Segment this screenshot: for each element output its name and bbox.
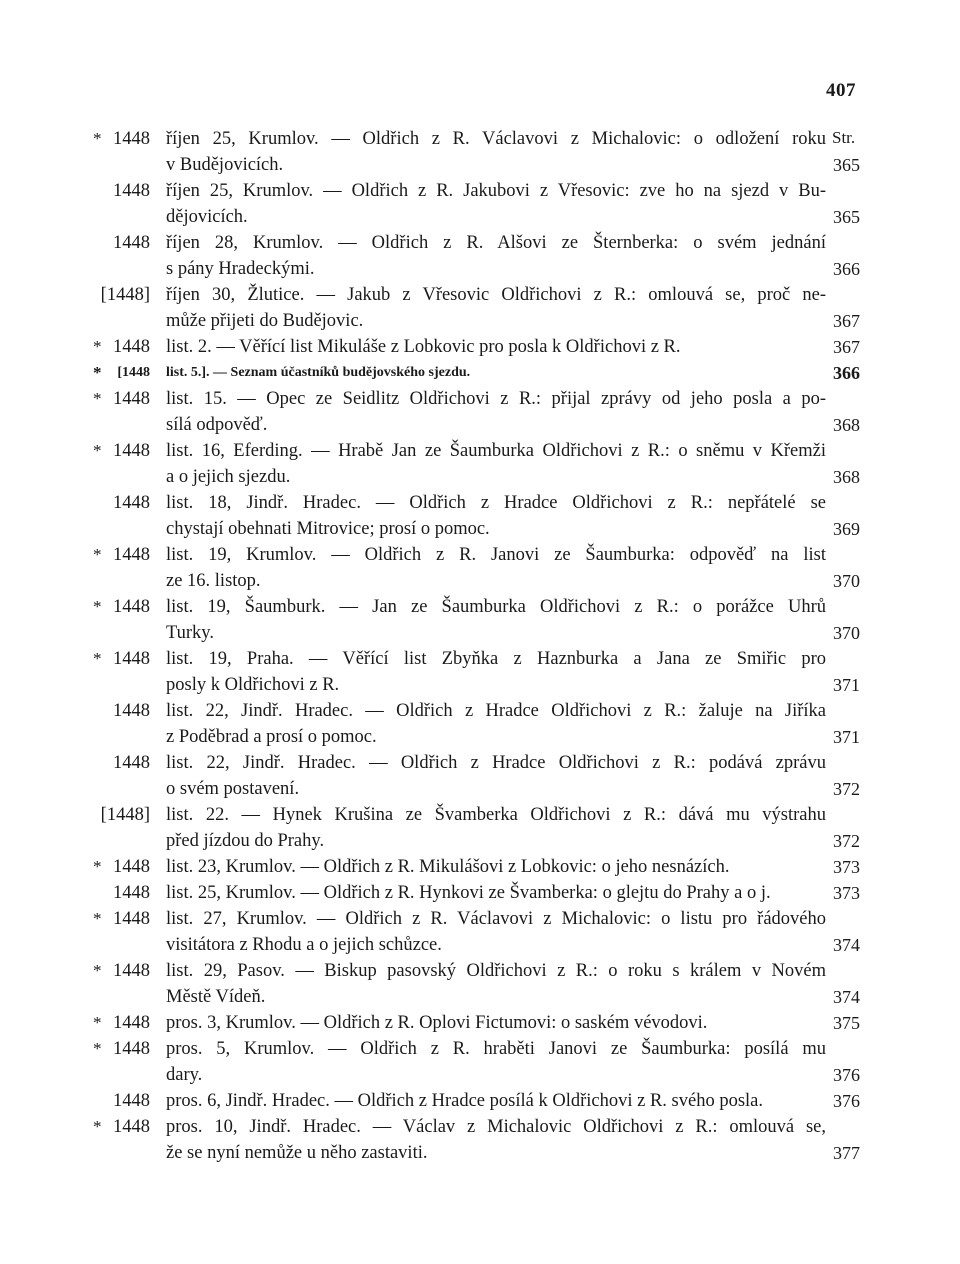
entry-text: říjen 25, Krumlov. — Oldřich z R. Jakubovi z Vřesovic: zve ho na sjezd v Bu- xyxy=(166,181,826,201)
entry-text: list. 18, Jindř. Hradec. — Oldřich z Hradce Oldřichovi z R.: nepřátelé se xyxy=(166,493,826,513)
register-entry xyxy=(0,698,960,750)
entry-year: 1448 xyxy=(113,883,150,903)
entry-marker: * xyxy=(93,129,102,148)
entry-line xyxy=(0,516,960,542)
entry-year: [1448] xyxy=(100,805,150,825)
entry-page-ref: 370 xyxy=(833,623,860,643)
register-entry xyxy=(0,1088,960,1114)
entry-line xyxy=(0,724,960,750)
entry-year: 1448 xyxy=(113,597,150,617)
entry-text: sílá odpověď. xyxy=(166,415,268,435)
entry-text: v Budějovicích. xyxy=(166,155,284,175)
entry-line xyxy=(0,412,960,438)
entry-page-ref: 373 xyxy=(833,857,860,877)
entry-text: a o jejich sjezdu. xyxy=(166,467,291,487)
register-entry xyxy=(0,958,960,1010)
entry-line xyxy=(0,490,960,516)
entry-text: list. 23, Krumlov. — Oldřich z R. Mikulášovi z Lobkovic: o jeho nesnázích. xyxy=(166,857,730,877)
entry-text: list. 19, Krumlov. — Oldřich z R. Janovi ze Šaumburka: odpověď na list xyxy=(166,545,826,565)
entry-marker: * xyxy=(93,1039,102,1058)
entry-line xyxy=(0,282,960,308)
entry-line xyxy=(0,1010,960,1036)
entry-text: list. 2. — Věřící list Mikuláše z Lobkovic pro posla k Oldřichovi z R. xyxy=(166,337,681,357)
entry-text: pros. 10, Jindř. Hradec. — Václav z Michalovic Oldřichovi z R.: omlouvá se, xyxy=(166,1117,826,1137)
entry-year: 1448 xyxy=(113,701,150,721)
entry-text: list. 16, Eferding. — Hrabě Jan ze Šaumburka Oldřichovi z R.: o sněmu v Křemži xyxy=(166,441,826,461)
entry-line xyxy=(0,698,960,724)
entry-year: 1448 xyxy=(113,129,150,149)
entry-year: 1448 xyxy=(113,1091,150,1111)
register-entry xyxy=(0,282,960,334)
entry-text: list. 22. — Hynek Krušina ze Švamberka Oldřichovi z R.: dává mu výstrahu xyxy=(166,805,826,825)
entry-line xyxy=(0,334,960,360)
entry-page-ref: 370 xyxy=(833,571,860,591)
entry-year: 1448 xyxy=(113,1117,150,1137)
entry-line xyxy=(0,1114,960,1140)
entry-marker: * xyxy=(93,363,102,382)
entry-line xyxy=(0,1036,960,1062)
entry-line xyxy=(0,984,960,1010)
entry-marker: * xyxy=(93,1013,102,1032)
entry-year: 1448 xyxy=(113,337,150,357)
register-entry xyxy=(0,490,960,542)
entry-text: říjen 28, Krumlov. — Oldřich z R. Alšovi ze Šternberka: o svém jednání xyxy=(166,233,826,253)
register-entry xyxy=(0,360,960,386)
entry-year: 1448 xyxy=(113,441,150,461)
entry-text: list. 19, Praha. — Věřící list Zbyňka z Haznburka a Jana ze Smiřic pro xyxy=(166,649,826,669)
page-number: 407 xyxy=(826,80,856,101)
register-entry xyxy=(0,438,960,490)
entry-text: pros. 5, Krumlov. — Oldřich z R. hraběti Janovi ze Šaumburka: posílá mu xyxy=(166,1039,826,1059)
register-entry xyxy=(0,230,960,282)
entry-year: 1448 xyxy=(113,753,150,773)
entry-year: [1448] xyxy=(100,285,150,305)
entry-text: Turky. xyxy=(166,623,214,643)
entry-text: list. 5.]. — Seznam účastníků budějovského sjezdu. xyxy=(166,365,471,380)
entry-page-ref: 371 xyxy=(833,727,860,747)
entry-line xyxy=(0,308,960,334)
entry-text: pros. 6, Jindř. Hradec. — Oldřich z Hradce posílá k Oldřichovi z R. svého posla. xyxy=(166,1091,763,1111)
entry-line xyxy=(0,464,960,490)
entry-line xyxy=(0,958,960,984)
entry-text: o svém postavení. xyxy=(166,779,300,799)
entry-page-ref: 373 xyxy=(833,883,860,903)
entry-page-ref: 366 xyxy=(833,259,860,279)
entry-line xyxy=(0,438,960,464)
register-entry xyxy=(0,178,960,230)
entry-year: 1448 xyxy=(113,857,150,877)
entry-text: posly k Oldřichovi z R. xyxy=(166,675,340,695)
entry-text: chystají obehnati Mitrovice; prosí o pomoc. xyxy=(166,519,490,539)
entry-year: 1448 xyxy=(113,649,150,669)
entry-page-ref: 367 xyxy=(833,311,860,331)
entry-line xyxy=(0,802,960,828)
entry-text: pros. 3, Krumlov. — Oldřich z R. Oplovi Fictumovi: o saském vévodovi. xyxy=(166,1013,708,1033)
entry-marker: * xyxy=(93,961,102,980)
entry-year: [1448 xyxy=(117,365,150,380)
entry-text: před jízdou do Prahy. xyxy=(166,831,325,851)
register-entry xyxy=(0,1114,960,1166)
entry-line xyxy=(0,256,960,282)
register-entry xyxy=(0,646,960,698)
entry-line xyxy=(0,646,960,672)
entry-page-ref: 375 xyxy=(833,1013,860,1033)
entry-year: 1448 xyxy=(113,545,150,565)
entry-line xyxy=(0,1140,960,1166)
register-entry xyxy=(0,542,960,594)
register-entry xyxy=(0,126,960,178)
entry-line xyxy=(0,594,960,620)
entry-marker: * xyxy=(93,441,102,460)
entry-year: 1448 xyxy=(113,1013,150,1033)
entry-page-ref: 374 xyxy=(833,987,860,1007)
entry-text: s pány Hradeckými. xyxy=(166,259,315,279)
register-entry xyxy=(0,1036,960,1088)
entry-line xyxy=(0,750,960,776)
entry-page-ref: 372 xyxy=(833,831,860,851)
entry-line xyxy=(0,776,960,802)
entry-marker: * xyxy=(93,1117,102,1136)
entry-text: list. 19, Šaumburk. — Jan ze Šaumburka Oldřichovi z R.: o porážce Uhrů xyxy=(166,597,826,617)
entry-page-ref: 368 xyxy=(833,415,860,435)
entry-year: 1448 xyxy=(113,389,150,409)
entry-line xyxy=(0,568,960,594)
entry-text: Městě Vídeň. xyxy=(166,987,266,1007)
entry-text: visitátora z Rhodu a o jejich schůzce. xyxy=(166,935,442,955)
entry-text: list. 25, Krumlov. — Oldřich z R. Hynkovi ze Švamberka: o glejtu do Prahy a o j. xyxy=(166,883,771,903)
entry-text: list. 22, Jindř. Hradec. — Oldřich z Hradce Oldřichovi z R.: podává zprávu xyxy=(166,753,826,773)
entry-page-ref: 376 xyxy=(833,1065,860,1085)
entry-page-ref: 377 xyxy=(833,1143,860,1163)
entry-page-ref: 374 xyxy=(833,935,860,955)
entry-line xyxy=(0,828,960,854)
entry-line xyxy=(0,152,960,178)
entry-marker: * xyxy=(93,337,102,356)
entry-line xyxy=(0,126,960,152)
entry-line xyxy=(0,932,960,958)
entry-marker: * xyxy=(93,909,102,928)
entry-line xyxy=(0,204,960,230)
entry-year: 1448 xyxy=(113,233,150,253)
entry-marker: * xyxy=(93,857,102,876)
entry-line xyxy=(0,386,960,412)
entry-page-ref: 372 xyxy=(833,779,860,799)
entry-year: 1448 xyxy=(113,1039,150,1059)
entry-text: říjen 25, Krumlov. — Oldřich z R. Václavovi z Michalovic: o odložení roku xyxy=(166,129,826,149)
register-list xyxy=(0,126,960,1166)
entry-line xyxy=(0,854,960,880)
entry-page-ref: 368 xyxy=(833,467,860,487)
entry-text: říjen 30, Žlutice. — Jakub z Vřesovic Oldřichovi z R.: omlouvá se, proč ne- xyxy=(166,285,826,305)
entry-line xyxy=(0,880,960,906)
entry-line xyxy=(0,360,960,386)
entry-year: 1448 xyxy=(113,909,150,929)
entry-text: ze 16. listop. xyxy=(166,571,261,591)
entry-marker: * xyxy=(93,649,102,668)
register-entry xyxy=(0,802,960,854)
entry-page-ref: 366 xyxy=(833,363,860,383)
register-entry xyxy=(0,750,960,802)
entry-text: list. 27, Krumlov. — Oldřich z R. Václavovi z Michalovic: o listu pro řádového xyxy=(166,909,826,929)
entry-line xyxy=(0,230,960,256)
register-entry xyxy=(0,906,960,958)
register-entry xyxy=(0,880,960,906)
entry-line xyxy=(0,542,960,568)
entry-line xyxy=(0,620,960,646)
entry-text: list. 29, Pasov. — Biskup pasovský Oldřichovi z R.: o roku s králem v Novém xyxy=(166,961,826,981)
entry-marker: * xyxy=(93,389,102,408)
entry-year: 1448 xyxy=(113,181,150,201)
register-entry xyxy=(0,386,960,438)
entry-marker: * xyxy=(93,597,102,616)
entry-line xyxy=(0,178,960,204)
register-entry xyxy=(0,1010,960,1036)
entry-page-ref: 369 xyxy=(833,519,860,539)
entry-marker: * xyxy=(93,545,102,564)
register-entry xyxy=(0,854,960,880)
entry-year: 1448 xyxy=(113,493,150,513)
entry-line xyxy=(0,1062,960,1088)
entry-page-ref: 376 xyxy=(833,1091,860,1111)
entry-text: z Poděbrad a prosí o pomoc. xyxy=(166,727,377,747)
entry-text: dary. xyxy=(166,1065,203,1085)
entry-page-ref: 365 xyxy=(833,207,860,227)
entry-page-ref: 371 xyxy=(833,675,860,695)
entry-line xyxy=(0,1088,960,1114)
register-entry xyxy=(0,334,960,360)
page-column-label: Str. xyxy=(832,128,856,147)
entry-text: že se nyní nemůže u něho zastaviti. xyxy=(166,1143,428,1163)
entry-text: dějovicích. xyxy=(166,207,248,227)
entry-page-ref: 367 xyxy=(833,337,860,357)
entry-text: list. 15. — Opec ze Seidlitz Oldřichovi z R.: přijal zprávy od jeho posla a po- xyxy=(166,389,826,409)
entry-line xyxy=(0,906,960,932)
entry-line xyxy=(0,672,960,698)
entry-year: 1448 xyxy=(113,961,150,981)
register-entry xyxy=(0,594,960,646)
entry-page-ref: 365 xyxy=(833,155,860,175)
entry-text: list. 22, Jindř. Hradec. — Oldřich z Hradce Oldřichovi z R.: žaluje na Jiříka xyxy=(166,701,826,721)
entry-text: může přijeti do Budějovic. xyxy=(166,311,364,331)
